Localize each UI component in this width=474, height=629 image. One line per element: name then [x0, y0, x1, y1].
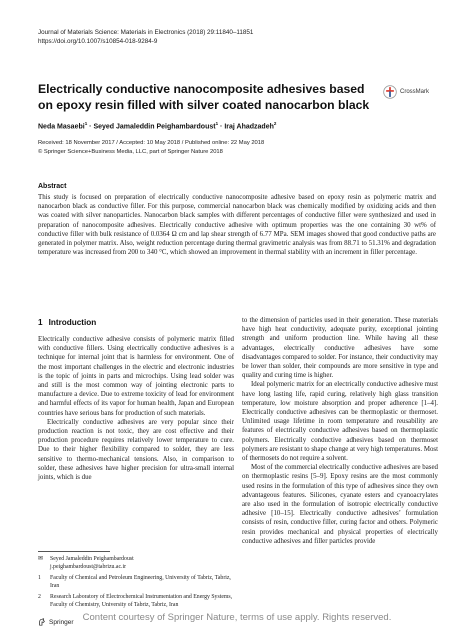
paragraph: Electrically conductive adhesive consists of polymeric matrix filled with conductive fillers. Using electrically conductive adhesives is a technique for internal joint that is harmless for environment. One of the most important challenges in the electric and electronic industries is the topic of joints in parts and microchips. Using lead solder was and still is the most common way of jointing electronic parts to manufacture a device. Due to extreme toxicity of lead for environment and harmful effects of its vapor for human health, Japan and European countries have serious bans for production of such materials.: [38, 336, 234, 417]
copyright-notice: © Springer Science+Business Media, LLC, part of Springer Nature 2018: [38, 148, 223, 155]
doi-link[interactable]: https://doi.org/10.1007/s10854-018-9284-9: [38, 38, 158, 45]
publisher-name: Springer: [49, 618, 74, 626]
body-column-left: [38, 335, 234, 482]
paragraph: Electrically conductive adhesives are very popular since their production reaction is not toxic, they are cost effective and their production procedure requires relatively lower temperature to cure. Due to their higher flexibility compared to solder, they are less sensitive to thermo-mechanical tensions. Also, in comparison to solder, these adhesives have higher precision for ultra-small internal joints, which is due: [38, 418, 234, 482]
author-affiliation-mark: 1: [215, 121, 219, 126]
journal-header: [38, 28, 253, 46]
section-heading: [38, 318, 96, 327]
footnotes: [38, 556, 234, 614]
section-title: Introduction: [48, 318, 97, 327]
contact-email[interactable]: j.peighambardoust@tabrizu.ac.ir: [50, 563, 127, 570]
abstract-heading: Abstract: [38, 183, 67, 190]
crossmark-label: CrossMark: [400, 89, 430, 95]
body-column-right: [242, 316, 438, 546]
contact-name: Seyed Jamaleddin Peighambardoust: [50, 556, 134, 562]
article-title: Electrically conductive nanocomposite adhesives based on epoxy resin filled with silver coated nanocarbon black: [38, 82, 370, 112]
journal-citation: Journal of Materials Science: Materials in Electronics (2018) 29:11840–11851: [38, 29, 254, 36]
author-name[interactable]: Iraj Ahadzadeh: [224, 123, 274, 131]
author-affiliation-mark: 2: [273, 121, 277, 126]
courtesy-watermark: Content courtesy of Springer Nature, terms of use apply. Rights reserved.: [82, 612, 392, 623]
envelope-icon: ✉: [38, 556, 43, 562]
author-name[interactable]: Seyed Jamaleddin Peighambardoust: [93, 123, 216, 131]
paragraph: Ideal polymeric matrix for an electrically conductive adhesive must have long lasting life, rapid curing, relatively high glass transition temperature, low moisture absorption and proper adherence [1–4]. Electrically conductive adhesives can be thermoplastic or thermoset. Unlimited usage lifetime in room temperature and reusability are features of electrically conductive adhesives based on thermoplastic polymers. Electrically conductive adhesives based on thermoset polymers are resistant to shape change at very high temperatures. Most of thermosets do not require a solvent.: [242, 381, 438, 463]
crossmark-badge[interactable]: [383, 84, 449, 100]
author-separator: ·: [87, 123, 94, 131]
abstract-text: This study is focused on preparation of electrically conductive nanocomposite adhesive based on epoxy resin as polymeric matrix and nanocarbon black as conductive filler. For this purpose, commercial nanocarbon black was chemically modified by oxidizing acids and then was coated with silver nanoparticles. Nanocarbon black samples with different percentages of conductive filler were synthesized and used in preparation of nanocomposite adhesives. Electrically conductive adhesive with optimum properties was the one containing 30 wt% of conductive filler with bulk resistance of 0.0364 Ω cm and lap shear strength of 6.77 MPa. SEM images showed that good conductive paths are generated in polymer matrix. Also, weight reduction percentage during thermal gravimetric analysis was from 88.71 to 51.31% and degradation temperature was increased from 200 to 340 °C, which showed an improvement in thermal stability with an increment in filler percentage.: [38, 194, 436, 257]
paragraph: Most of the commercial electrically conductive adhesives are based on thermoplastic resins [5–9]. Epoxy resins are the most commonly used resins in the formulation of this type of adhesives since they own advantageous features. Silicones, cyanate esters and cyanoacrylates are also used in the formulation of isotropic electrically conductive adhesive [10–15]. Electrically conductive adhesives’ formulation consists of resin, conductive filler, curing factor and others. Polymeric resin provides mechanical and physical properties of electrically conductive adhesives and filler particles provide: [242, 464, 438, 545]
affiliation-mark: 2: [38, 594, 41, 601]
history-dates: Received: 18 November 2017 / Accepted: 10 May 2018 / Published online: 22 May 2018: [38, 140, 265, 146]
affiliation-note: [38, 594, 234, 609]
crossmark-icon: [383, 85, 397, 99]
paragraph: to the dimension of particles used in their generation. These materials have high heat conductivity, adequate purity, exceptional jointing strength and uniform production line. While having all these advantages, electrically conductive adhesives have some disadvantages compared to solder. For instance, their conductivity may be lower than solder, their compounds are more sensitive in type and quality and curing time is higher.: [242, 317, 438, 380]
footnote-divider: [38, 551, 110, 552]
affiliation-text: Faculty of Chemical and Petroleum Engineering, University of Tabriz, Tabriz, Iran: [50, 575, 231, 589]
author-affiliation-mark: 1: [84, 121, 88, 126]
corresponding-author-note: [38, 556, 234, 571]
affiliation-note: [38, 575, 234, 590]
author-list: [38, 121, 276, 130]
affiliation-text: Research Laboratory of Electrochemical Instrumentation and Energy Systems, Faculty of Chemistry, University of Tabriz, Tabriz, Iran: [50, 594, 233, 608]
section-number: 1: [38, 318, 43, 327]
author-separator: ·: [218, 123, 225, 131]
author-name[interactable]: Neda Masaebi: [38, 123, 85, 131]
affiliation-mark: 1: [38, 575, 41, 582]
publication-dates: [38, 139, 264, 156]
